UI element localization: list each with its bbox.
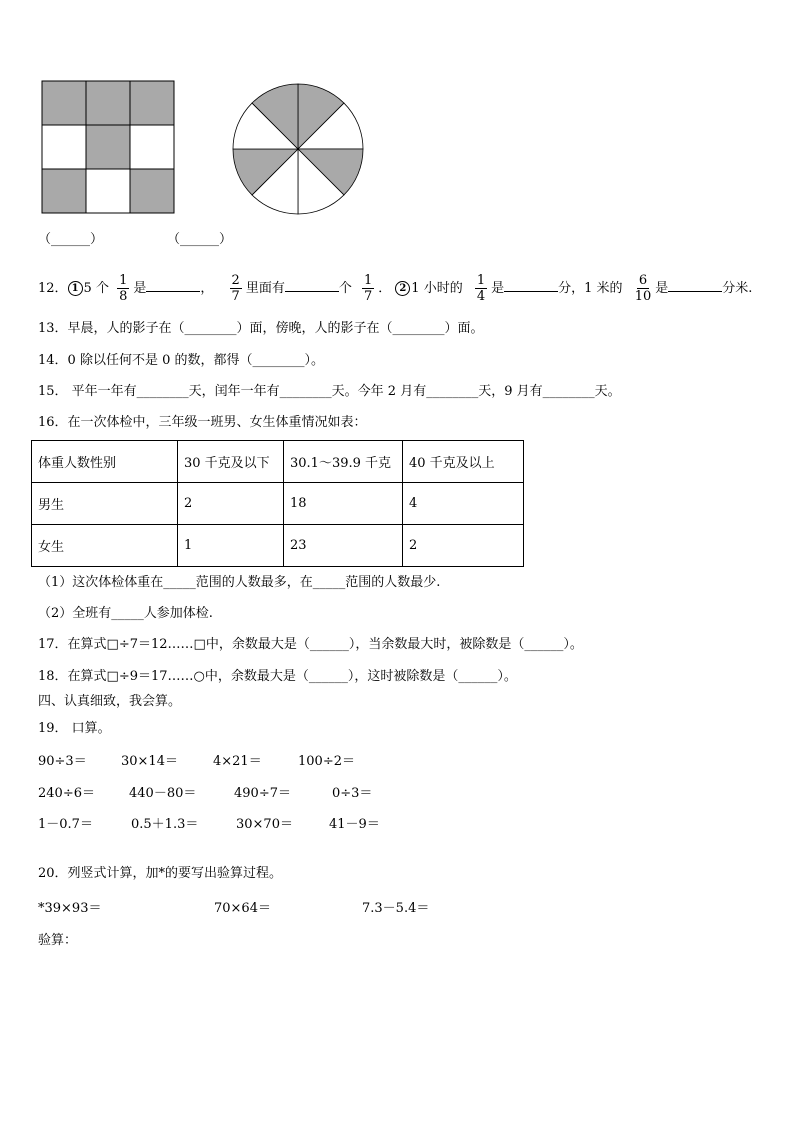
question-16-sub2: （2）全班有_____人参加体检. xyxy=(38,606,213,621)
question-number: 12． xyxy=(38,281,68,296)
answer-blank[interactable] xyxy=(668,277,722,292)
vertical-calc-item: 70×64＝ xyxy=(214,901,271,916)
table-row xyxy=(32,525,524,567)
frac-den: 8 xyxy=(119,289,128,304)
question-19-title: 19． 口算。 xyxy=(38,721,111,736)
question-15: 15． 平年一年有________天，闰年一年有________天。今年 2 月有________天，9 月有________天。 xyxy=(38,384,621,399)
vertical-calc-item: 7.3－5.4＝ xyxy=(362,901,430,916)
shaded-cell xyxy=(86,125,130,169)
calc-item: 1－0.7＝ xyxy=(38,817,93,832)
question-16-sub1: （1）这次体检体重在_____范围的人数最多，在_____范围的人数最少. xyxy=(38,575,441,590)
circled-number-2: 2 xyxy=(395,281,410,296)
q12-text: ． xyxy=(378,281,392,296)
vertical-calc-item: *39×93＝ xyxy=(38,901,102,916)
table-header-row xyxy=(32,441,524,483)
frac-den: 10 xyxy=(634,289,652,304)
frac-num: 6 xyxy=(638,273,648,288)
fraction-6-10 xyxy=(635,273,652,304)
question-17: 17．在算式□÷7＝12……□中，余数最大是（______），当余数最大时，被除数是（______）。 xyxy=(38,637,583,652)
q12-text: 是 xyxy=(655,281,669,296)
unshaded-cell xyxy=(130,125,174,169)
calc-item: 90÷3＝ xyxy=(38,754,87,769)
question-12 xyxy=(38,273,753,304)
question-20-title: 20．列竖式计算，加*的要写出验算过程。 xyxy=(38,866,283,881)
table-header-cell: 30 千克及以下 xyxy=(178,441,284,483)
q12-text: 是 xyxy=(133,281,147,296)
answer-blank[interactable] xyxy=(146,277,200,292)
table-cell: 18 xyxy=(284,483,403,525)
calc-item: 490÷7＝ xyxy=(234,786,291,801)
circle-figure xyxy=(230,82,366,216)
table-cell: 23 xyxy=(284,525,403,567)
frac-num: 2 xyxy=(231,273,240,288)
q12-text: ， xyxy=(200,281,214,296)
fraction-2-7 xyxy=(230,273,242,304)
calc-item: 41－9＝ xyxy=(329,817,380,832)
calc-item: 0.5＋1.3＝ xyxy=(131,817,199,832)
circle-answer-blank: （______） xyxy=(167,232,233,247)
question-13: 13．早晨，人的影子在（________）面，傍晚，人的影子在（________）面。 xyxy=(38,321,484,336)
table-cell: 2 xyxy=(178,483,284,525)
table-header-cell: 体重人数性别 xyxy=(32,441,178,483)
question-18: 18．在算式□÷9＝17……○中，余数最大是（______），这时被除数是（______）。 xyxy=(38,669,517,684)
question-16-title: 16．在一次体检中，三年级一班男、女生体重情况如表： xyxy=(38,415,367,430)
calc-item: 30×70＝ xyxy=(236,817,293,832)
weight-table xyxy=(31,440,524,567)
calc-item: 240÷6＝ xyxy=(38,786,95,801)
q12-text: 分米. xyxy=(722,281,753,296)
q12-text: 分，1 米的 xyxy=(558,281,623,296)
frac-num: 1 xyxy=(364,273,373,288)
calc-item: 0÷3＝ xyxy=(332,786,373,801)
fraction-1-8 xyxy=(117,273,129,304)
q12-text: 个 xyxy=(338,281,352,296)
frac-den: 4 xyxy=(476,289,486,304)
question-14: 14．0 除以任何不是 0 的数，都得（________）。 xyxy=(38,353,324,368)
fraction-1-7 xyxy=(362,273,374,304)
grid-answer-blank: （______） xyxy=(38,232,104,247)
shaded-cell xyxy=(130,81,174,125)
unshaded-cell xyxy=(86,169,130,213)
shaded-cell xyxy=(42,169,86,213)
q12-text: 5 个 xyxy=(83,281,109,296)
q12-text: 是 xyxy=(491,281,505,296)
shaded-cell xyxy=(130,169,174,213)
frac-num: 1 xyxy=(476,273,486,288)
frac-num: 1 xyxy=(119,273,128,288)
calc-item: 100÷2＝ xyxy=(298,754,355,769)
answer-blank[interactable] xyxy=(285,277,339,292)
table-cell: 4 xyxy=(403,483,524,525)
unshaded-cell xyxy=(42,125,86,169)
check-label: 验算： xyxy=(38,933,78,948)
grid-figure xyxy=(41,80,175,214)
calc-item: 440－80＝ xyxy=(129,786,197,801)
table-cell: 女生 xyxy=(32,525,178,567)
q12-text: 1 小时的 xyxy=(411,281,463,296)
shaded-cell xyxy=(42,81,86,125)
fraction-1-4 xyxy=(475,273,487,304)
circled-number-1: 1 xyxy=(68,281,83,296)
q12-text: 里面有 xyxy=(245,281,285,296)
frac-den: 7 xyxy=(364,289,373,304)
table-header-cell: 30.1～39.9 千克 xyxy=(284,441,403,483)
section-4-heading: 四、认真细致，我会算。 xyxy=(38,694,182,709)
calc-item: 4×21＝ xyxy=(213,754,262,769)
table-header-cell: 40 千克及以上 xyxy=(403,441,524,483)
table-cell: 男生 xyxy=(32,483,178,525)
table-row xyxy=(32,483,524,525)
calc-item: 30×14＝ xyxy=(121,754,178,769)
table-cell: 1 xyxy=(178,525,284,567)
answer-blank[interactable] xyxy=(504,277,558,292)
frac-den: 7 xyxy=(231,289,240,304)
table-cell: 2 xyxy=(403,525,524,567)
shaded-cell xyxy=(86,81,130,125)
